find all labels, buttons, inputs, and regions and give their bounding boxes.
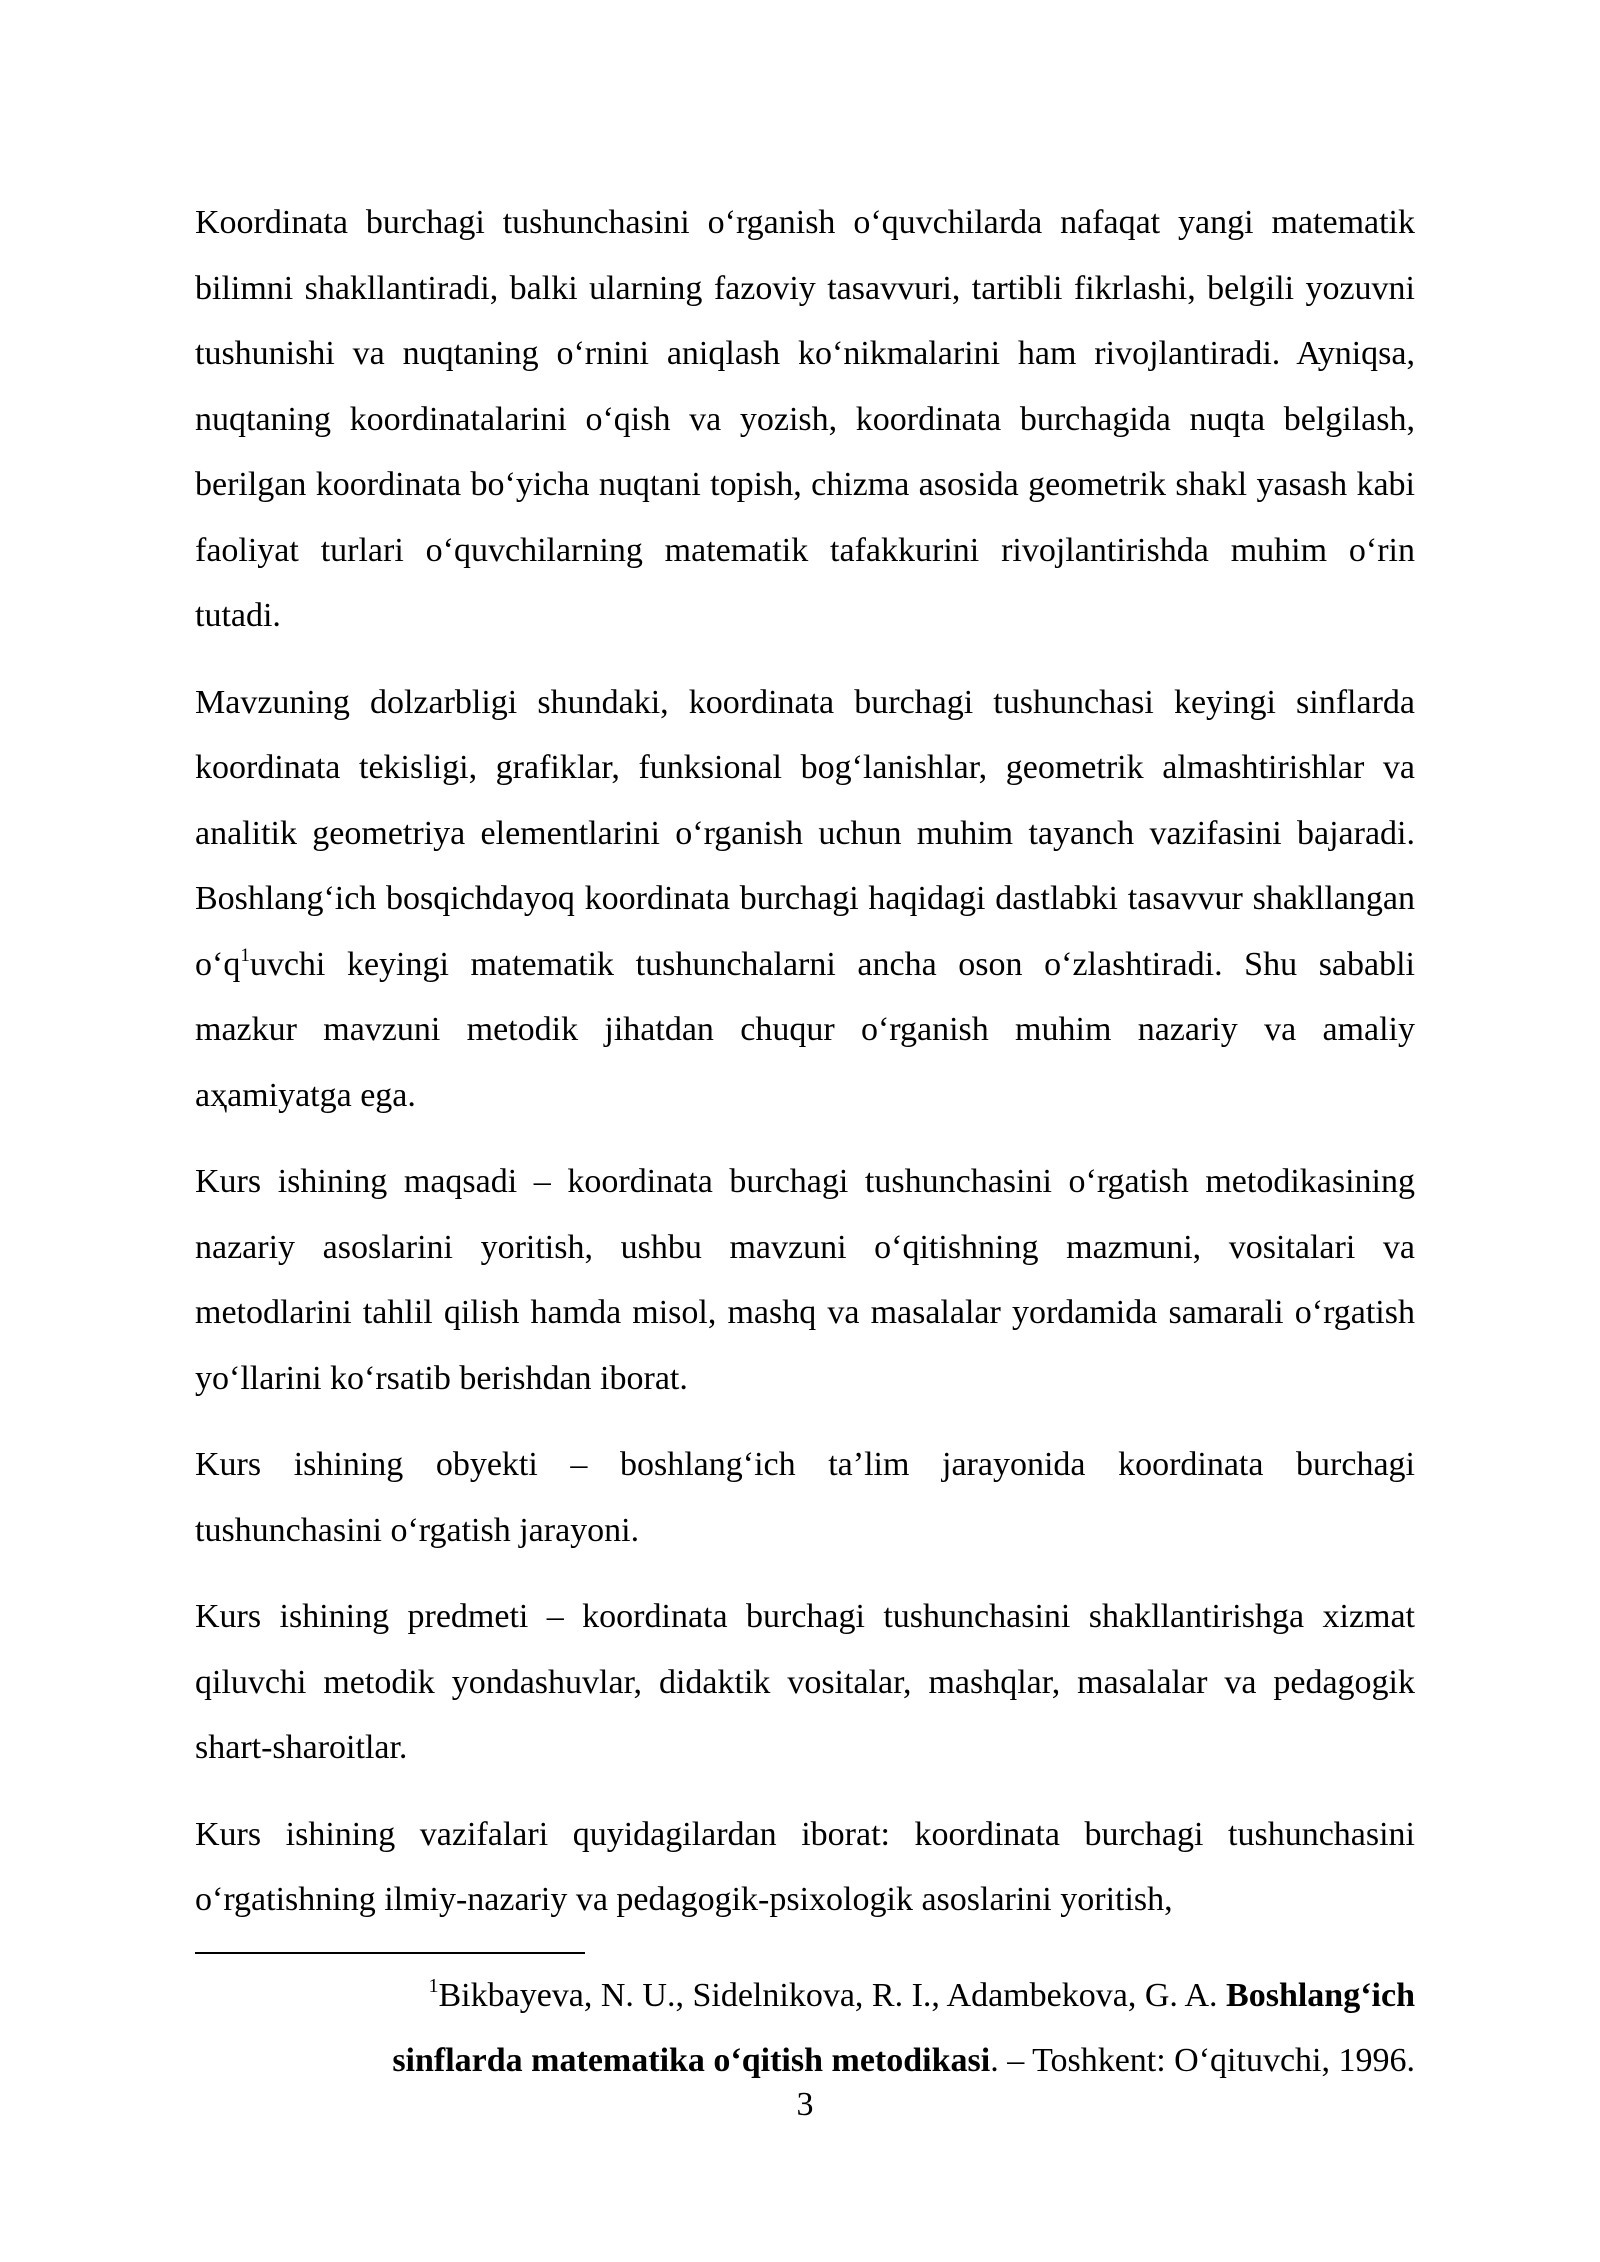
footnote-separator <box>195 1952 585 1954</box>
paragraph-relevance <box>195 670 1415 1129</box>
footnote-second-line <box>195 2028 1415 2093</box>
paragraph-object: Kurs ishining obyekti – boshlang‘ich ta’lim jarayonida koordinata burchagi tushunchasini o‘rgatish jarayoni. <box>195 1446 1415 1549</box>
footnote-title-line2: sinflarda matematika o‘qitish metodikasi <box>392 2042 991 2079</box>
paragraph-tasks: Kurs ishining vazifalari quyidagilardan iborat: koordinata burchagi tushunchasini o‘rgatishning ilmiy-nazariy va pedagogik-psixologik asoslarini yoritish, <box>195 1815 1415 1918</box>
relevance-text-end: uvchi keyingi matematik tushunchalarni ancha oson o‘zlashtiradi. Shu sababli mazkur mavzuni metodik jihatdan chuqur o‘rganish muhim nazariy va amaliy aҳamiyatga ega. <box>195 945 1415 1114</box>
page-number: 3 <box>796 2086 814 2123</box>
footnote: 1Bikbayeva, N. U., Sidelnikova, R. I., Adambekova, G. A. Boshlang‘ich sinflarda matematika o‘qitish metodikasi. – Toshkent: O‘qituvchi, 1996. <box>195 1963 1415 2093</box>
paragraph-introduction: Koordinata burchagi tushunchasini o‘rganish o‘quvchilarda nafaqat yangi matematik bilimni shakllantiradi, balki ularning fazoviy tasavvuri, tartibli fikrlashi, belgili yozuvni tushunishi va nuqtaning o‘rnini aniqlash ko‘nikmalarini ham rivojlantiradi. Ayniqsa, nuqtaning koordinatalarini o‘qish va yozish, koordinata burchagida nuqta belgilash, berilgan koordinata bo‘yicha nuqtani topish, chizma asosida geometrik shakl yasash kabi faoliyat turlari o‘quvchilarning matematik tafakkurini rivojlantirishda muhim o‘rin tutadi. <box>195 204 1415 634</box>
footnote-authors: Bikbayeva, N. U., Sidelnikova, R. I., Adambekova, G. A. <box>438 1977 1227 2014</box>
body-text <box>195 190 1415 1954</box>
paragraph-goal: Kurs ishining maqsadi – koordinata burchagi tushunchasini o‘rgatish metodikasining nazariy asoslarini yoritish, ushbu mavzuni o‘qitishning mazmuni, vositalari va metodlarini tahlil qilish hamda misol, mashq va masalalar yordamida samarali o‘rgatish yo‘llarini ko‘rsatib berishdan iborat. <box>195 1163 1415 1397</box>
footnote-reference[interactable]: 1 <box>240 944 250 966</box>
paragraph-subject: Kurs ishining predmeti – koordinata burchagi tushunchasini shakllantirishga xizmat qiluvchi metodik yondashuvlar, didaktik vositalar, mashqlar, masalalar va pedagogik shart-sharoitlar. <box>195 1598 1415 1766</box>
relevance-text-start: Mavzuning dolzarbligi shundaki, koordinata burchagi tushunchasi keyingi sinflarda koordinata tekisligi, grafiklar, funksional bog‘lanishlar, geometrik almashtirishlar va analitik geometriya elementlarini o‘rganish uchun muhim tayanch vazifasini bajaradi. Boshlang‘ich bosqichdayoq koordinata burchagi haqidagi dastlabki tasavvur shakllangan o‘q <box>195 683 1415 983</box>
footnote-publisher: . – Toshkent: O‘qituvchi, 1996. <box>990 2042 1415 2079</box>
footnote-title-line1: Boshlang‘ich <box>1226 1977 1415 2014</box>
